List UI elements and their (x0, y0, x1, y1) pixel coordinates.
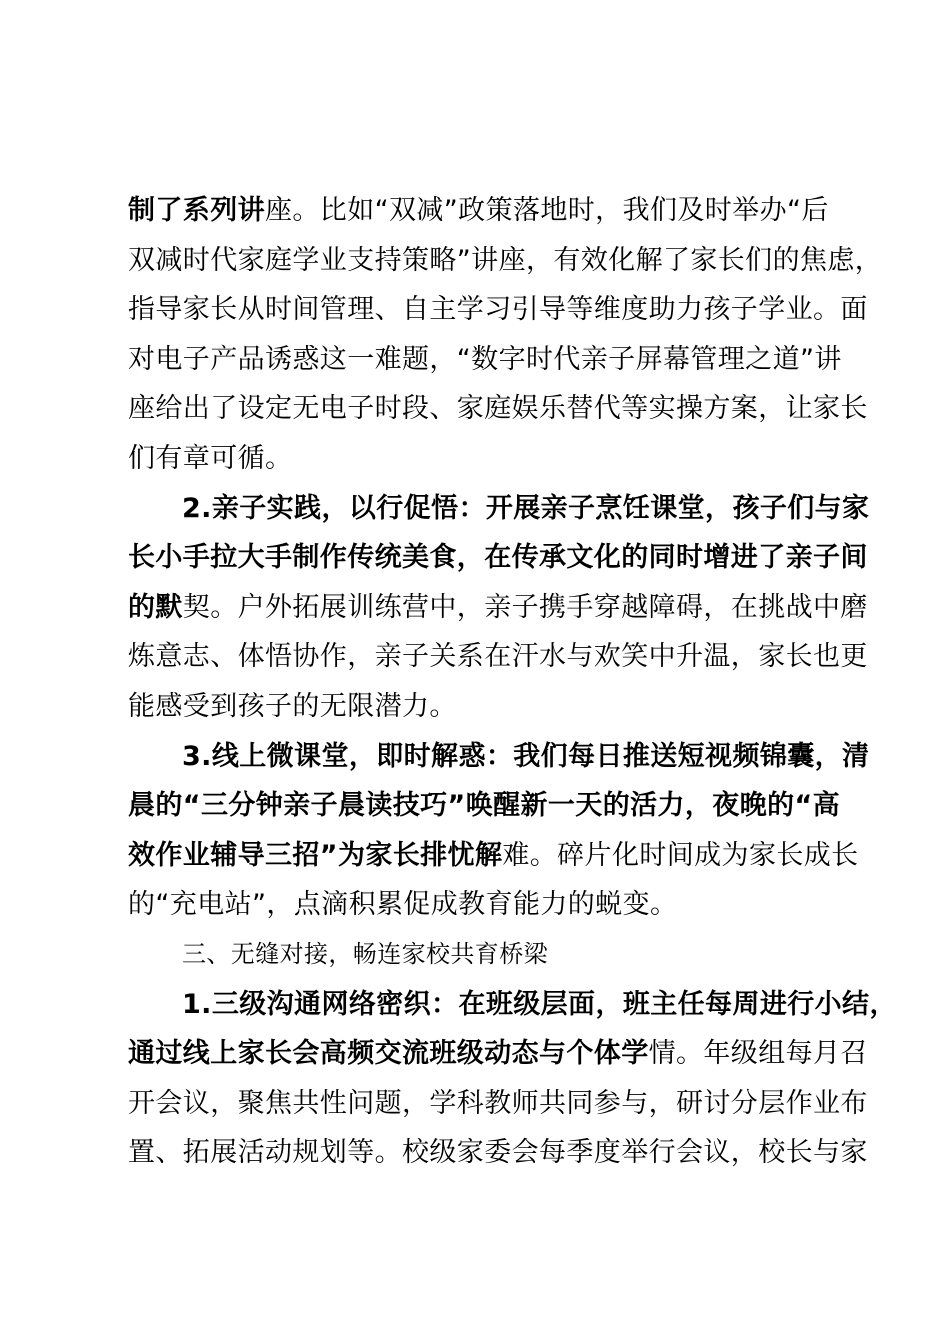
bold-text: 制了系列讲 (128, 195, 265, 226)
paragraph-line: 的“充电站”，点滴积累促成教育能力的蜕变。 (128, 889, 678, 921)
paragraph-line: 座给出了设定无电子时段、家庭娱乐替代等实操方案，让家长 (128, 393, 868, 425)
paragraph-line: 晨的“三分钟亲子晨读技巧”唤醒新一天的活力，夜晚的“高 (128, 790, 841, 822)
paragraph-line (128, 1029, 868, 1079)
paragraph-line: 置、拓展活动规划等。校级家委会每季度举行会议，校长与家 (128, 1137, 868, 1169)
bold-text: 通过线上家长会高频交流班级动态与个体学 (128, 1038, 649, 1070)
bold-text: 的默 (128, 591, 183, 623)
bold-text: 效作业辅导三招”为家长排忧解 (128, 839, 503, 871)
paragraph-line (128, 583, 868, 633)
paragraph-line: 能感受到孩子的无限潜力。 (128, 690, 457, 722)
paragraph-line: 炼意志、体悟协作，亲子关系在汗水与欢笑中升温，家长也更 (128, 641, 868, 673)
body-text: 情。年级组每月召 (648, 1038, 868, 1070)
paragraph-line: 开会议，聚焦共性问题，学科教师共同参与，研讨分层作业布 (128, 1087, 868, 1119)
body-text: 座。比如“双减”政策落地时，我们及时举办“后 (265, 195, 829, 226)
body-text: 契。户外拓展训练营中，亲子携手穿越障碍，在挑战中磨 (182, 591, 868, 623)
paragraph-line: 对电子产品诱惑这一难题，“数字时代亲子屏幕管理之道”讲 (128, 343, 842, 375)
paragraph-line: 3.线上微课堂，即时解惑：我们每日推送短视频锦囊，清 (182, 740, 870, 772)
section-heading: 三、无缝对接，畅连家校共育桥梁 (182, 939, 548, 968)
paragraph-line: 2.亲子实践，以行促悟：开展亲子烹饪课堂，孩子们与家 (182, 492, 870, 524)
document-body (128, 186, 897, 1178)
paragraph-line: 指导家长从时间管理、自主学习引导等维度助力孩子学业。面 (128, 294, 868, 326)
paragraph-line: 双减时代家庭学业支持策略”讲座，有效化解了家长们的焦虑， (128, 244, 883, 276)
paragraph-line (128, 186, 838, 236)
paragraph-line: 长小手拉大手制作传统美食，在传承文化的同时增进了亲子间 (128, 542, 868, 574)
body-text: 难。碎片化时间成为家长成长 (502, 839, 859, 871)
paragraph-line (128, 831, 859, 881)
paragraph-line: 们有章可循。 (128, 442, 293, 474)
paragraph-line: 1.三级沟通网络密织：在班级层面，班主任每周进行小结， (182, 988, 897, 1020)
